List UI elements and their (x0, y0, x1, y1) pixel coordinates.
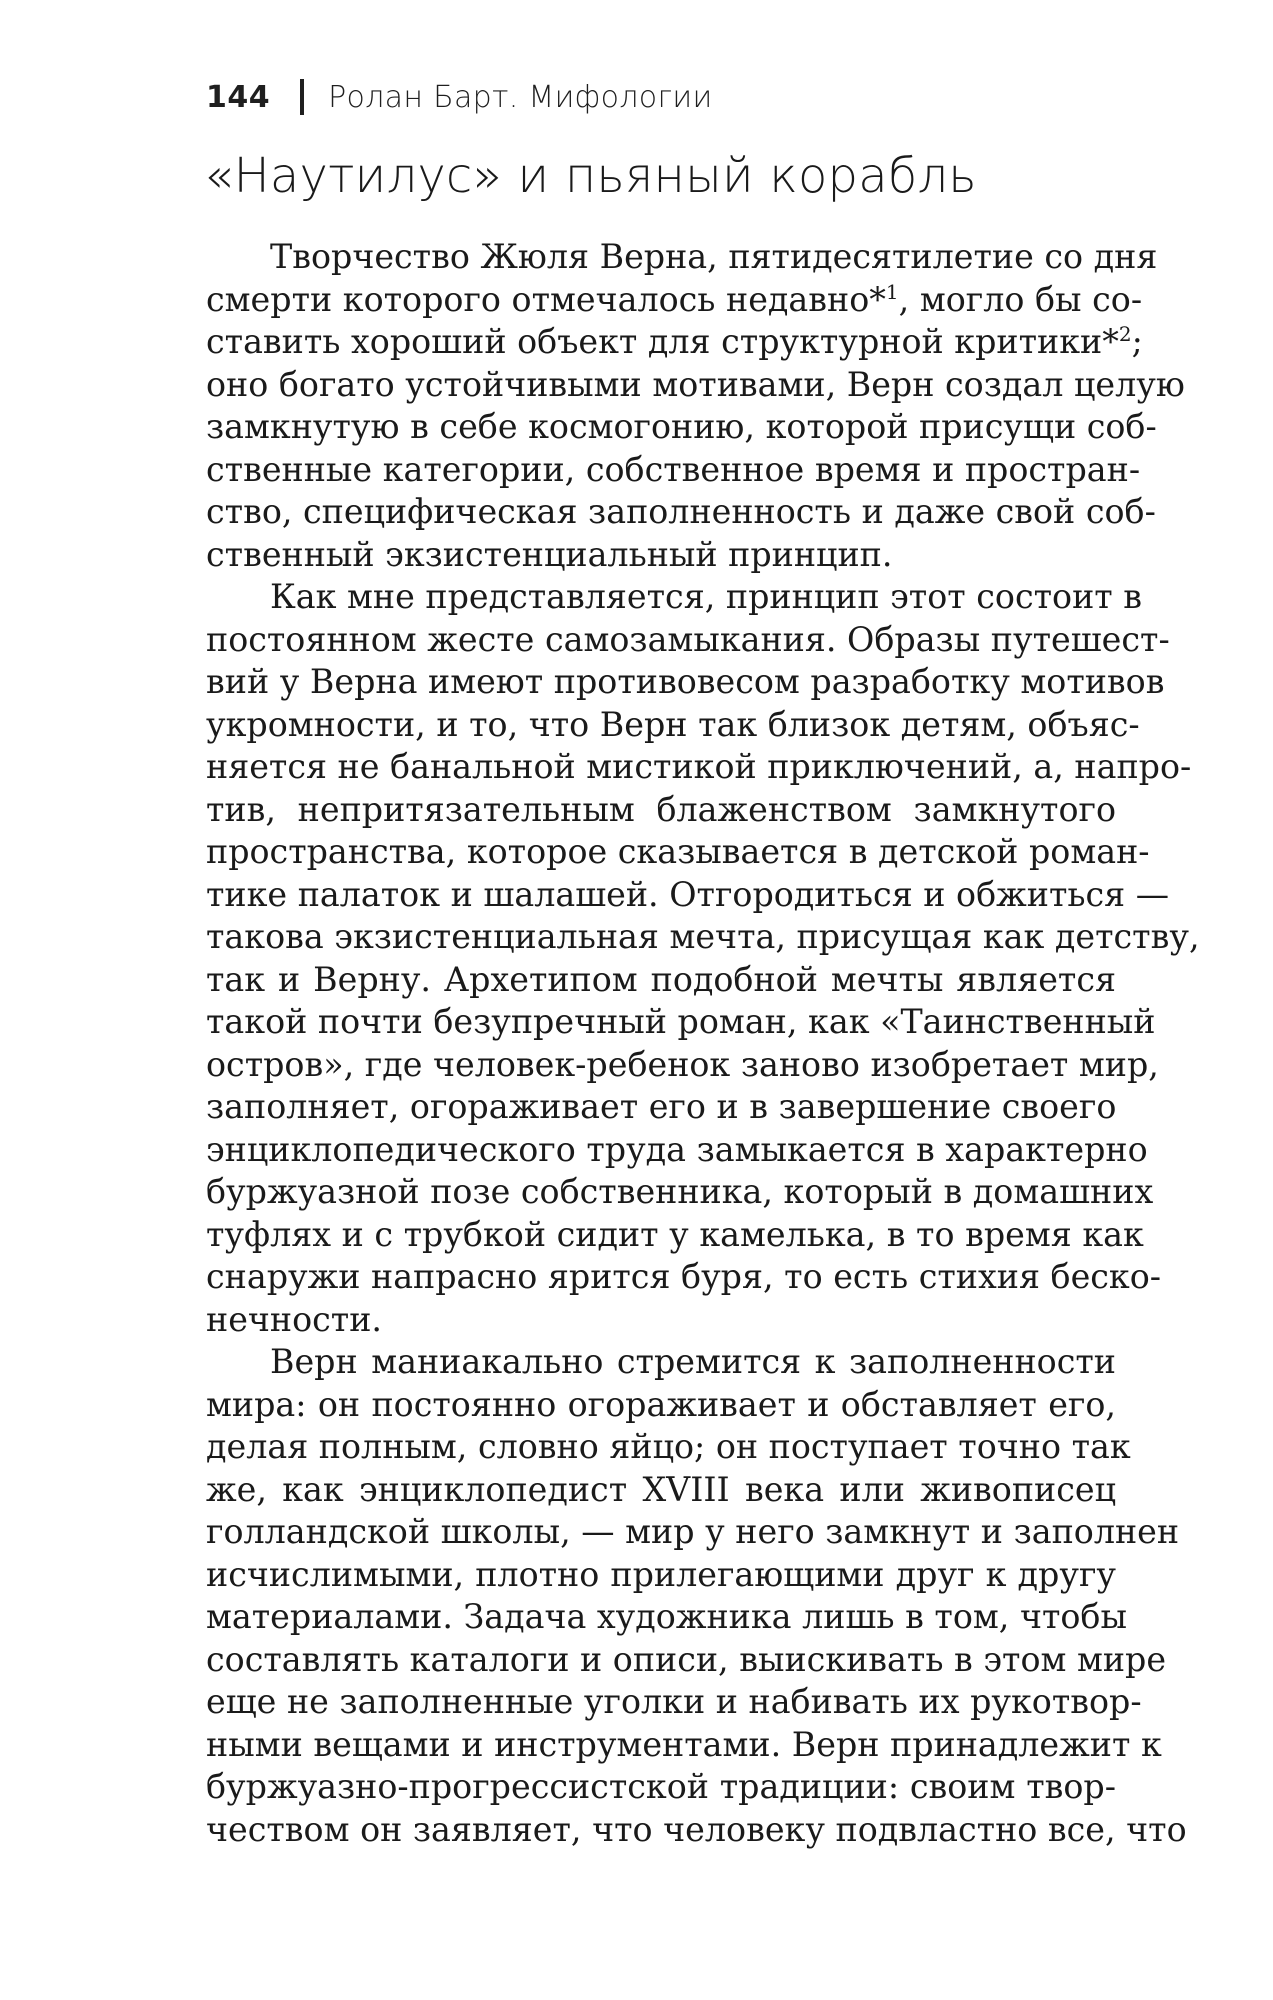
paragraph (206, 576, 1200, 1341)
body-text (206, 236, 1200, 1851)
text-line: ственные категории, собственное время и простран- (206, 449, 1141, 489)
text-line: заполняет, огораживает его и в завершение своего (206, 1087, 1117, 1126)
text-line: туфлях и с трубкой сидит у камелька, в то время как (206, 1214, 1144, 1254)
text-line: нечности. (206, 1299, 382, 1339)
text-line: Творчество Жюля Верна, пятидесятилетие со дня (270, 237, 1158, 276)
text-line: ственный экзистенциальный принцип. (206, 534, 893, 574)
text-line: тив, непритязательным блаженством замкнутого (206, 789, 1116, 829)
text-line: еще не заполненные уголки и набивать их рукотвор- (206, 1682, 1142, 1721)
text-line: укромности, и то, что Верн так близок детям, объяс- (206, 704, 1140, 744)
text-line: ными вещами и инструментами. Верн принадлежит к (206, 1724, 1162, 1764)
text-line: чеством он заявляет, что человеку подвластно все, что (206, 1809, 1187, 1849)
text-line: Верн маниакально стремится к заполненности (270, 1342, 1116, 1381)
text-line: энциклопедического труда замыкается в характерно (206, 1129, 1148, 1169)
text-line: няется не банальной мистикой приключений, а, напро- (206, 747, 1192, 786)
text-line: замкнутую в себе космогонию, которой присущи соб- (206, 407, 1157, 446)
footnote-marker[interactable]: 1 (885, 279, 899, 304)
text-line: оно богато устойчивыми мотивами, Верн создал целую (206, 364, 1185, 404)
text-line: голландской школы, — мир у него замкнут и заполнен (206, 1512, 1180, 1551)
text-line: буржуазно-прогрессистской традиции: своим твор- (206, 1767, 1116, 1806)
text-line: постоянном жесте самозамыкания. Образы путешест- (206, 619, 1170, 659)
text-line: пространства, которое сказывается в детской роман- (206, 832, 1150, 871)
running-head-book-title: Ролан Барт. Мифологии (328, 79, 713, 115)
text-line: снаружи напрасно ярится буря, то есть стихия беско- (206, 1257, 1162, 1296)
text-line: материалами. Задача художника лишь в том, чтобы (206, 1597, 1127, 1636)
text-line: тике палаток и шалашей. Отгородиться и обжиться — (206, 874, 1170, 914)
running-head (206, 72, 713, 122)
text-line: так и Верну. Архетипом подобной мечты является (206, 959, 1116, 999)
footnote-marker[interactable]: 2 (1118, 321, 1132, 346)
chapter-title: «Наутилус» и пьяный корабль (204, 148, 977, 204)
text-line: исчислимыми, плотно прилегающими друг к другу (206, 1554, 1116, 1594)
text-line: такой почти безупречный роман, как «Таинственный (206, 1002, 1156, 1041)
text-line: буржуазной позе собственника, который в домашних (206, 1172, 1154, 1211)
text-line: Как мне представляется, принцип этот состоит в (270, 577, 1143, 616)
text-line: остров», где человек-ребенок заново изобретает мир, (206, 1044, 1159, 1084)
text-line: же, как энциклопедист XVIII века или живописец (206, 1469, 1116, 1509)
text-line: ставить хороший объект для структурной критики*$^2$; (206, 321, 1143, 361)
paragraph (206, 236, 1185, 576)
text-line: вий у Верна имеют противовесом разработку мотивов (206, 662, 1165, 701)
text-line: смерти которого отмечалось недавно*$^1$, могло бы со- (206, 279, 1143, 319)
page-number: 144 (206, 79, 271, 115)
text-line: мира: он постоянно огораживает и обставляет его, (206, 1384, 1116, 1424)
text-line: такова экзистенциальная мечта, присущая как детству, (206, 917, 1200, 956)
paragraph (206, 1341, 1187, 1851)
running-head-divider (300, 79, 304, 115)
text-line: составлять каталоги и описи, выискивать в этом мире (206, 1639, 1167, 1679)
text-line: ство, специфическая заполненность и даже свой соб- (206, 492, 1156, 531)
text-line: делая полным, словно яйцо; он поступает точно так (206, 1427, 1131, 1466)
